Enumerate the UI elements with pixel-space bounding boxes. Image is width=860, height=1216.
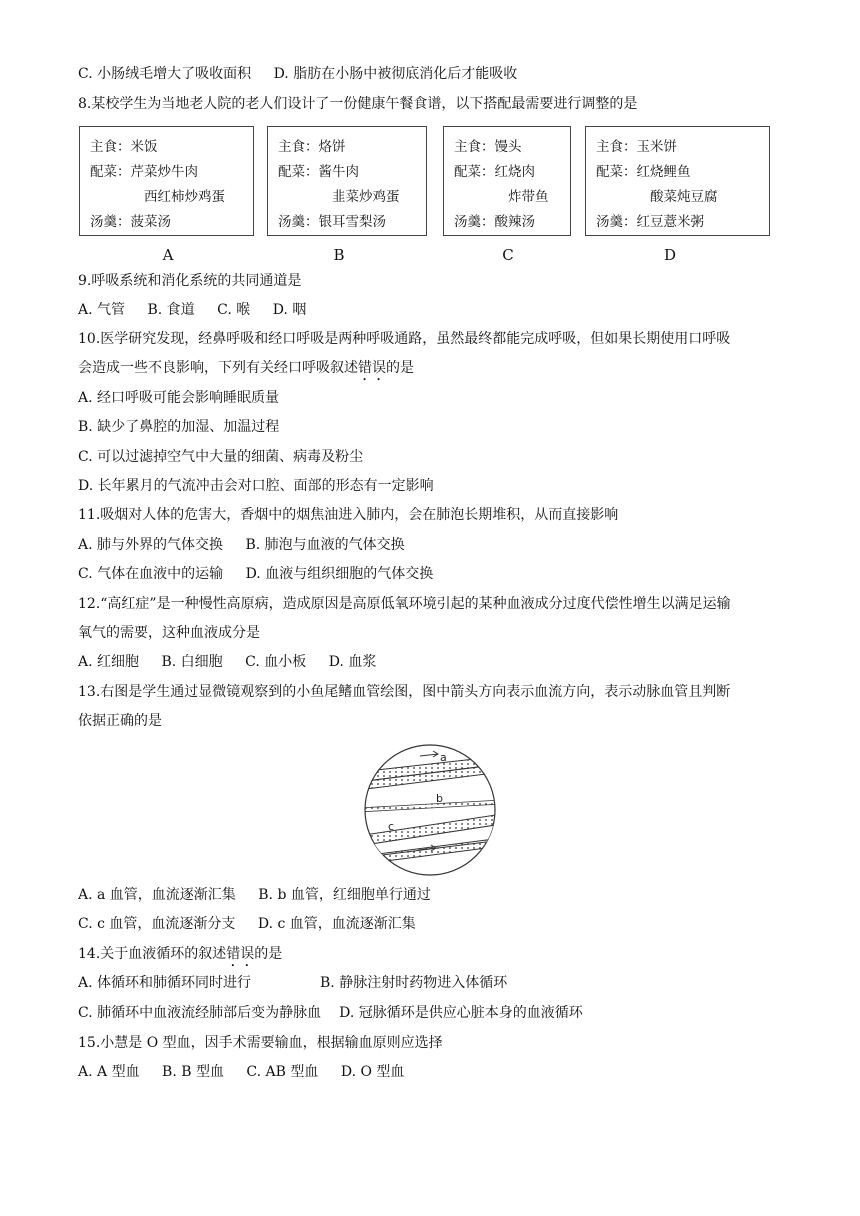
menu-card-a (79, 126, 254, 236)
fish-tail-blood-vessel-figure (358, 742, 502, 878)
menu-d-dish-key: 配菜： (596, 164, 637, 180)
menu-d-dish1: 红烧鲤鱼 (636, 164, 691, 180)
figure-label-b: b (436, 792, 443, 805)
q13-option-c: C. c 血管，血流逐渐分支 (78, 916, 236, 932)
menu-label-c: C (502, 246, 514, 264)
menu-b-soup-key: 汤羹： (278, 214, 319, 230)
menu-b-dish-key: 配菜： (278, 164, 319, 180)
q13-option-b: B. b 血管，红细胞单行通过 (258, 887, 431, 903)
menu-b-soup: 银耳雪梨汤 (318, 214, 386, 230)
q14-stem-pre: 14.关于血液循环的叙述 (78, 946, 227, 962)
q9-options (78, 300, 306, 320)
q15-options (78, 1062, 404, 1082)
q13-option-d: D. c 血管，血流逐渐汇集 (257, 916, 416, 932)
q11-option-d: D. 血液与组织细胞的气体交换 (245, 566, 434, 582)
q10-option-a: A. 经口呼吸可能会影响睡眠质量 (78, 390, 280, 406)
q12-stem-line1: 12.“高红症”是一种慢性高原病，造成原因是高原低氧环境引起的某种血液成分过度代偿性增生以满足运输 (78, 596, 731, 612)
q13-options-ab (78, 885, 431, 905)
q9-option-d: D. 咽 (272, 302, 307, 318)
q15-option-b: B. B 型血 (162, 1064, 224, 1080)
menu-a-soup-key: 汤羹： (90, 214, 131, 230)
q14-option-c: C. 肺循环中血液流经肺部后变为静脉血 (78, 1005, 322, 1021)
q14-stem-emphasis: 错误 (226, 946, 255, 962)
q10-stem-line2 (78, 358, 414, 384)
figure-label-c: c (388, 820, 395, 833)
menu-c-dish1: 红烧肉 (494, 164, 535, 180)
menu-a-soup: 菠菜汤 (130, 214, 171, 230)
q12-option-a: A. 红细胞 (78, 654, 140, 670)
menu-c-soup: 酸辣汤 (494, 214, 535, 230)
menu-card-b (267, 126, 427, 236)
q15-option-a: A. A 型血 (78, 1064, 140, 1080)
q12-stem-line2: 氧气的需要，这种血液成分是 (78, 625, 260, 641)
q14-options-cd (78, 1003, 583, 1023)
menu-b-dish2: 韭菜炒鸡蛋 (332, 189, 400, 205)
menu-c-soup-key: 汤羹： (454, 214, 495, 230)
menu-label-b: B (333, 246, 345, 264)
menu-card-d (585, 126, 770, 236)
q9-option-a: A. 气管 (78, 302, 126, 318)
q11-options-ab (78, 535, 405, 555)
q10-stem-emphasis: 错误 (358, 360, 386, 376)
q14-option-d: D. 冠脉循环是供应心脏本身的血液循环 (339, 1005, 583, 1021)
q14-stem (78, 944, 282, 970)
menu-d-staple: 玉米饼 (636, 139, 677, 155)
menu-b-staple-key: 主食： (278, 139, 319, 155)
menu-a-staple: 米饭 (130, 139, 158, 155)
q14-stem-post: 的是 (254, 946, 283, 962)
q7-options-cd (78, 64, 517, 84)
q11-option-b: B. 肺泡与血液的气体交换 (245, 537, 405, 553)
q12-option-c: C. 血小板 (245, 654, 307, 670)
menu-d-dish2: 酸菜炖豆腐 (650, 189, 718, 205)
menu-c-staple: 馒头 (494, 139, 522, 155)
q11-stem: 11.吸烟对人体的危害大，香烟中的烟焦油进入肺内，会在肺泡长期堆积，从而直接影响 (78, 507, 619, 523)
q13-options-cd (78, 914, 416, 934)
q13-option-a: A. a 血管，血流逐渐汇集 (78, 887, 236, 903)
q12-option-b: B. 白细胞 (161, 654, 223, 670)
q10-option-c: C. 可以过滤掉空气中大量的细菌、病毒及粉尘 (78, 449, 364, 465)
menu-a-dish-key: 配菜： (90, 164, 131, 180)
q10-stem-line1: 10.医学研究发现，经鼻呼吸和经口呼吸是两种呼吸通路，虽然最终都能完成呼吸，但如果长期使用口呼吸 (78, 331, 731, 347)
q10-option-d: D. 长年累月的气流冲击会对口腔、面部的形态有一定影响 (78, 478, 434, 494)
menu-b-dish1: 酱牛肉 (318, 164, 359, 180)
menu-a-dish1: 芹菜炒牛肉 (130, 164, 198, 180)
q10-stem-post: 的是 (386, 360, 414, 376)
q15-option-c: C. AB 型血 (246, 1064, 319, 1080)
q12-option-d: D. 血浆 (328, 654, 377, 670)
q7-option-d: D. 脂肪在小肠中被彻底消化后才能吸收 (273, 66, 518, 82)
figure-label-a: a (440, 751, 447, 764)
menu-b-staple: 烙饼 (318, 139, 346, 155)
q7-option-c: C. 小肠绒毛增大了吸收面积 (78, 66, 252, 82)
q8-stem: 8.某校学生为当地老人院的老人们设计了一份健康午餐食谱，以下搭配最需要进行调整的是 (78, 96, 638, 112)
menu-d-soup: 红豆薏米粥 (636, 214, 704, 230)
q11-options-cd (78, 564, 433, 584)
q13-stem-line1: 13.右图是学生通过显微镜观察到的小鱼尾鳍血管绘图，图中箭头方向表示血流方向，表示动脉血管且判断 (78, 684, 731, 700)
q9-stem: 9.呼吸系统和消化系统的共同通道是 (78, 273, 302, 289)
q15-option-d: D. O 型血 (340, 1064, 405, 1080)
q13-stem-line2: 依据正确的是 (78, 713, 162, 729)
q9-option-c: C. 喉 (217, 302, 251, 318)
q14-option-b: B. 静脉注射时药物进入体循环 (320, 975, 508, 991)
menu-label-d: D (663, 246, 677, 264)
q11-option-c: C. 气体在血液中的运输 (78, 566, 224, 582)
q14-option-a: A. 体循环和肺循环同时进行 (78, 975, 252, 991)
q15-stem: 15.小慧是 O 型血，因手术需要输血，根据输血原则应选择 (78, 1035, 443, 1051)
q10-option-b: B. 缺少了鼻腔的加湿、加温过程 (78, 419, 280, 435)
menu-a-staple-key: 主食： (90, 139, 131, 155)
q11-option-a: A. 肺与外界的气体交换 (78, 537, 224, 553)
menu-d-soup-key: 汤羹： (596, 214, 637, 230)
q12-options (78, 652, 376, 672)
q10-stem-pre: 会造成一些不良影响，下列有关经口呼吸叙述 (78, 360, 358, 376)
menu-c-staple-key: 主食： (454, 139, 495, 155)
q14-options-ab (78, 973, 507, 993)
menu-c-dish2: 炸带鱼 (508, 189, 549, 205)
menu-card-c (443, 126, 571, 236)
menu-d-staple-key: 主食： (596, 139, 637, 155)
menu-label-a: A (162, 246, 174, 264)
menu-a-dish2: 西红柿炒鸡蛋 (144, 189, 225, 205)
q9-option-b: B. 食道 (147, 302, 195, 318)
menu-c-dish-key: 配菜： (454, 164, 495, 180)
